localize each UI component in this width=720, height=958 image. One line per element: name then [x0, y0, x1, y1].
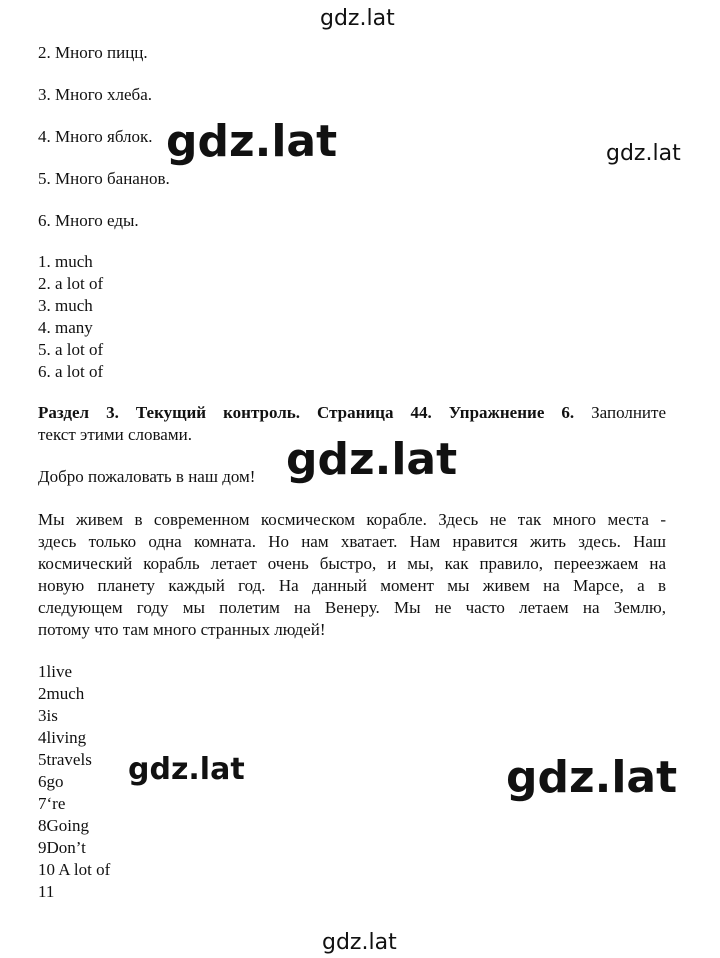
answer-item: 4. many	[38, 318, 93, 337]
translation-line: 5. Много бананов.	[38, 169, 170, 188]
paragraph-line: новую планету каждый год. На данный момент мы живем на Марсе, а в	[38, 576, 666, 595]
exercise-heading-rest: Заполните	[591, 403, 667, 422]
answer-item: 3. much	[38, 296, 93, 315]
watermark-mid-right: gdz.lat	[506, 752, 678, 803]
exercise-paragraph	[38, 509, 666, 641]
answer-item: 1live	[38, 662, 72, 681]
watermark-right-small: gdz.lat	[606, 141, 681, 166]
answer-item: 3is	[38, 706, 58, 725]
answer-item: 10 A lot of	[38, 860, 111, 879]
paragraph-line: потому что там много странных людей!	[38, 620, 326, 639]
paragraph-line: Мы живем в современном космическом корабле. Здесь не так много места -	[38, 510, 666, 529]
answer-list-a	[38, 251, 103, 383]
watermark-inline-a: gdz.lat	[166, 116, 338, 167]
watermark-mid-left: gdz.lat	[128, 752, 245, 787]
answer-item: 5. a lot of	[38, 340, 104, 359]
answer-item: 6go	[38, 772, 64, 791]
welcome-line: Добро пожаловать в наш дом!	[38, 467, 256, 486]
answer-item: 6. a lot of	[38, 362, 104, 381]
answer-item: 9Don’t	[38, 838, 86, 857]
exercise-heading	[38, 402, 666, 446]
answer-item: 2much	[38, 684, 85, 703]
paragraph-line: следующем году мы полетим на Венеру. Мы не часто летаем на Землю,	[38, 598, 666, 617]
answer-item: 5travels	[38, 750, 92, 769]
answer-list-b	[38, 661, 110, 903]
paragraph-line: здесь только одна комната. Но нам хватает. Нам нравится жить здесь. Наш	[38, 532, 666, 551]
paragraph-line: космический корабль летает очень быстро, и мы, как правило, переезжаем на	[38, 554, 666, 573]
answer-item: 8Going	[38, 816, 89, 835]
answer-item: 1. much	[38, 252, 93, 271]
answer-item: 7‘re	[38, 794, 66, 813]
answer-item: 2. a lot of	[38, 274, 104, 293]
translation-line: 3. Много хлеба.	[38, 85, 152, 104]
exercise-heading-line2: текст этими словами.	[38, 425, 192, 444]
answer-item: 4living	[38, 728, 87, 747]
watermark-bottom: gdz.lat	[322, 930, 397, 955]
watermark-inline-b: gdz.lat	[286, 434, 458, 485]
translation-line: 2. Много пицц.	[38, 43, 148, 62]
translation-line: 6. Много еды.	[38, 211, 139, 230]
watermark-top: gdz.lat	[320, 6, 395, 31]
exercise-heading-bold: Раздел 3. Текущий контроль. Страница 44. Упражнение 6.	[38, 403, 575, 422]
translation-line: 4. Много яблок.	[38, 127, 153, 146]
answer-item: 11	[38, 882, 55, 901]
